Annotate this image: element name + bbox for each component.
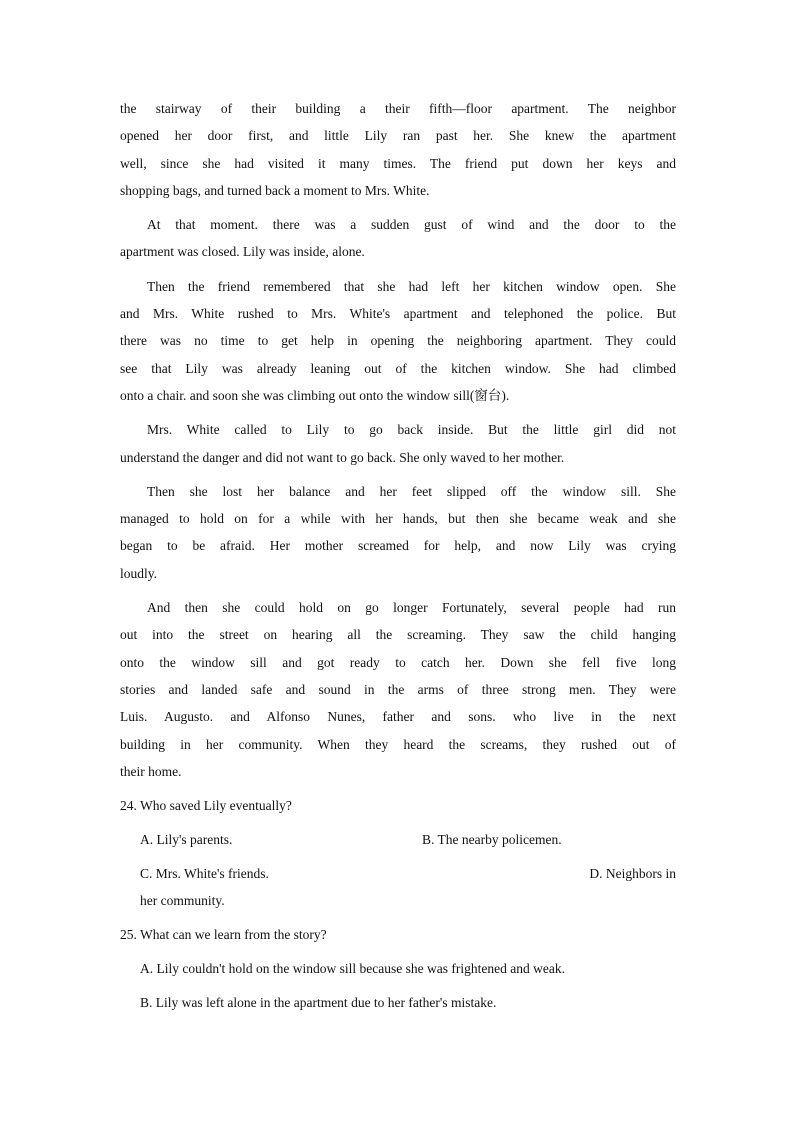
paragraph-6 [120,594,676,785]
option-25-b: B. Lily was left alone in the apartment due to her father's mistake. [140,995,497,1011]
text-line: At that moment. there was a sudden gust of wind and the door to the [147,217,676,233]
paragraph-1 [120,95,676,204]
text-line: Luis. Augusto. and Alfonso Nunes, father and sons. who live in the next [120,709,676,725]
question-24-options-cd [140,860,676,887]
text-line: well, since she had visited it many times. The friend put down her keys and [120,155,676,171]
option-24-b: B. The nearby policemen. [422,832,562,848]
text-line: the stairway of their building a their fifth—floor apartment. The neighbor [120,101,676,116]
text-line: out into the street on hearing all the screaming. They saw the child hanging [120,627,676,643]
text-line: and Mrs. White rushed to Mrs. White's apartment and telephoned the police. But [120,306,676,322]
text-line: apartment was closed. Lily was inside, alone. [120,244,365,260]
text-line: loudly. [120,565,157,581]
text-line: see that Lily was already leaning out of the kitchen window. She had climbed [120,360,676,376]
text-line: Then she lost her balance and her feet slipped off the window sill. She [147,483,676,499]
option-24-a: A. Lily's parents. [140,832,233,848]
text-line: there was no time to get help in opening the neighboring apartment. They could [120,333,676,349]
option-24-d-continued: her community. [140,893,225,909]
text-line: Mrs. White called to Lily to go back inside. But the little girl did not [147,422,676,438]
text-line: began to be afraid. Her mother screamed for help, and now Lily was crying [120,538,676,554]
text-line: onto the window sill and got ready to catch her. Down she fell five long [120,654,676,670]
text-line: opened her door first, and little Lily ran past her. She knew the apartment [120,128,676,144]
text-line: shopping bags, and turned back a moment to Mrs. White. [120,182,430,198]
text-line: understand the danger and did not want to go back. She only waved to her mother. [120,449,565,465]
text-line: And then she could hold on go longer Fortunately, several people had run [147,600,676,616]
text-line: Then the friend remembered that she had left her kitchen window open. She [147,278,676,294]
paragraph-3 [120,273,676,409]
text-line: onto a chair. and soon she was climbing out onto the window sill(窗台). [120,387,510,403]
text-line: managed to hold on for a while with her hands, but then she became weak and she [120,511,676,527]
paragraph-2 [120,211,676,266]
text-line: building in her community. When they heard the screams, they rushed out of [120,736,676,752]
document-page [120,95,676,1023]
question-24-stem: 24. Who saved Lily eventually? [120,798,292,814]
paragraph-5 [120,478,676,587]
question-25-stem: 25. What can we learn from the story? [120,927,327,943]
text-line: their home. [120,763,182,779]
option-25-a: A. Lily couldn't hold on the window sill because she was frightened and weak. [140,961,565,977]
text-line: stories and landed safe and sound in the arms of three strong men. They were [120,681,676,697]
paragraph-4 [120,416,676,471]
option-24-c: C. Mrs. White's friends. [140,866,269,882]
question-24-options-ab [140,826,676,853]
option-24-d: D. Neighbors in [589,866,676,882]
